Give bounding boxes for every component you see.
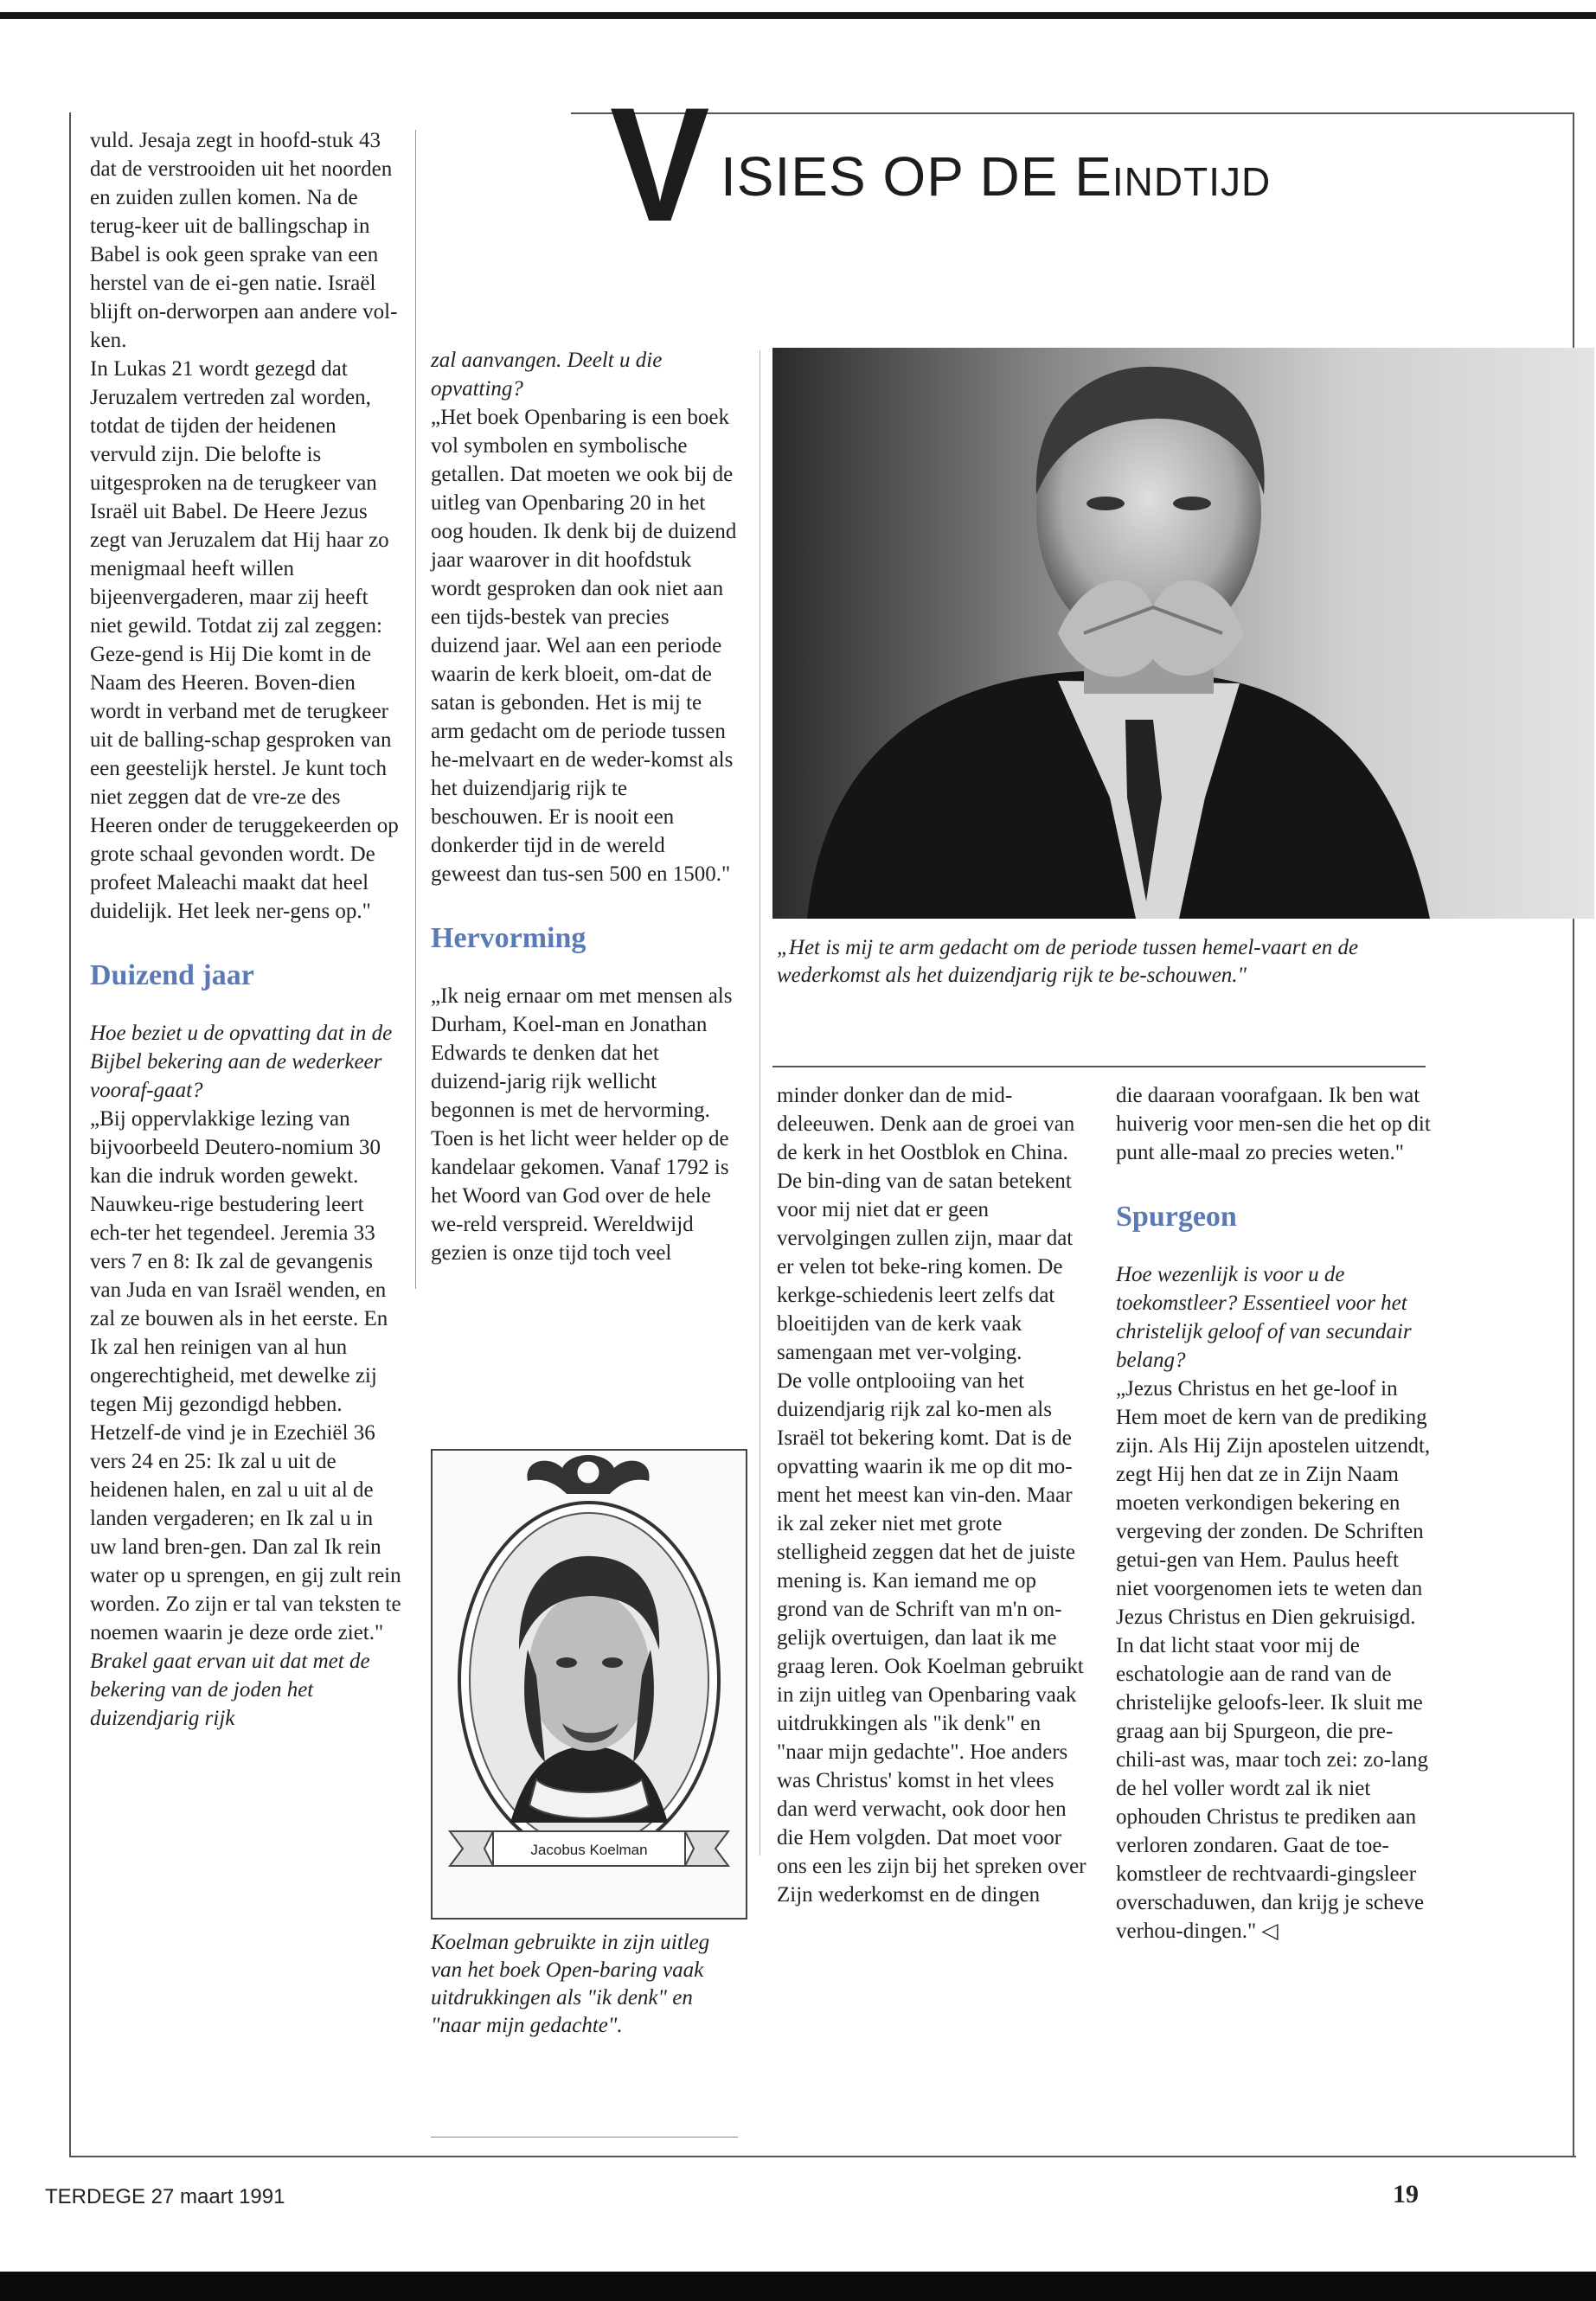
magazine-footer: TERDEGE 27 maart 1991: [45, 2185, 285, 2208]
koelman-engraving: [431, 1449, 747, 1920]
section-heading: Spurgeon: [1116, 1201, 1237, 1233]
body-paragraph: In Lukas 21 wordt gezegd dat Jeruzalem vertreden zal worden, totdat de tijden der heidenen vervuld zijn. Die belofte is uitgesproken na de terugkeer van Israël uit Babel. De Heere Jezus zegt van Jeruzalem dat Hij haar zo menigmaal heeft willen bijeenvergaderen, maar zij heeft niet gewild. Totdat zij zal zeggen: Geze-gend is Hij Die komt in de Naam des Heeren. Boven-dien wordt in verband met de terugkeer uit de balling-schap gesproken van een geestelijk herstel. Je kunt toch niet zeggen dat de vre-ze des Heeren onder de teruggekeerden op grote schaal gevonden wordt. De profeet Maleachi maakt dat heel duidelijk. Het leek ner-gens op.": [90, 357, 399, 923]
column-1: [90, 126, 401, 1733]
body-paragraph: „Bij oppervlakkige lezing van bijvoorbeeld Deutero-nomium 30 kan die indruk worden gewekt. Nauwkeu-rige bestudering leert ech-ter het tegendeel. Jeremia 33 vers 7 en 8: Ik zal de gevangenis van Juda en van Israël wenden, en zal ze bouwen als in het eerste. En Ik zal hen reinigen van al hun ongerechtigheid, met dewelke zij tegen Mij gezondigd hebben. Hetzelf-de vind je in Ezechiël 36 vers 24 en 25: Ik zal u uit de heidenen halen, en zal u uit al de landen vergaderen; en Ik zal u in uw land bren-gen. Dan zal Ik rein water op u sprengen, en gij zult rein worden. Zo zijn er tal van teksten te noemen waarin je deze orde ziet.": [90, 1107, 401, 1644]
body-paragraph: „Ik neig ernaar om met mensen als Durham, Koel-man en Jonathan Edwards te denken dat het duizend-jarig rijk wellicht begonnen is met de hervorming. Toen is het licht weer helder op de kandelaar gekomen. Vanaf 1792 is het Woord van God over de hele we-reld verspreid. Wereldwijd gezien is onze tijd toch veel: [431, 984, 733, 1265]
interview-question: Hoe beziet u de opvatting dat in de Bijbel bekering aan de wederkeer vooraf-gaat?: [90, 1022, 393, 1102]
column-3-top-rule: [772, 1066, 1426, 1067]
portrait-photo: [772, 348, 1594, 919]
column-2-bottom-rule: [431, 2137, 738, 2138]
photo-caption: „Het is mij te arm gedacht om de periode tussen hemel-vaart en de wederkomst als het duizendjarig rijk te be-schouwen.": [777, 936, 1359, 987]
interview-question: zal aanvangen. Deelt u die opvatting?: [431, 349, 663, 401]
body-paragraph: De volle ontplooiing van het duizendjarig rijk zal ko-men als Israël tot bekering komt. Dat is de opvatting waarin ik me op dit mo-ment het meest kan vin-den. Maar ik zal zeker niet met grote stelligheid zeggen dat het de juiste mening is. Kan iemand me op grond van de Schrift van m'n on-gelijk overtuigen, dan laat ik me graag leren. Ook Koelman gebruikt in zijn uitleg van Openbaring vaak uitdrukkingen als "ik denk" en "naar mijn gedachte". Hoe anders was Christus' komst in het vlees dan werd verwacht, ook door hen die Hem volgden. Dat moet voor ons een les zijn bij het spreken over Zijn wederkomst en de dingen: [777, 1369, 1086, 1907]
body-paragraph: „Het boek Openbaring is een boek vol symbolen en symbolische getallen. Dat moeten we ook bij de uitleg van Openbaring 20 in het oog houden. Ik denk bij de duizend jaar waarover in dit hoofdstuk wordt gesproken dan ook niet aan een tijds-bestek van precies duizend jaar. Wel aan een periode waarin de kerk bloeit, om-dat de satan is gebonden. Het is mij te arm gedacht om de periode tussen he-melvaart en de weder-komst als het duizendjarig rijk te beschouwen. Er is nooit een donkerder tijd in de wereld geweest dan tus-sen 500 en 1500.": [431, 406, 737, 886]
body-paragraph: die daaraan voorafgaan. Ik ben wat huiverig voor men-sen die het op dit punt alle-maal zo precies weten.": [1116, 1084, 1431, 1164]
body-paragraph: „Jezus Christus en het ge-loof in Hem moet de kern van de prediking zijn. Als Hij Zijn apostelen uitzendt, zegt Hij hen dat ze in Zijn Naam moeten verkondigen bekering en vergeving der zonden. De Schriften getui-gen van Hem. Paulus heeft niet voorgenomen iets te weten dan Jezus Christus en Dien gekruisigd.: [1116, 1377, 1431, 1629]
engraving-name-label: Jacobus Koelman: [530, 1842, 648, 1858]
engraving-caption: Koelman gebruikte in zijn uitleg van het boek Open-baring vaak uitdrukkingen als "ik denk" en "naar mijn gedachte".: [431, 1931, 710, 2037]
interview-question: Brakel gaat ervan uit dat met de bekering van de joden het duizendjarig rijk: [90, 1650, 370, 1730]
bottom-border-bar: [0, 2272, 1596, 2301]
page-number: 19: [1393, 2180, 1419, 2208]
body-paragraph: minder donker dan de mid-deleeuwen. Denk aan de groei van de kerk in het Oostblok en China. De bin-ding van de satan betekent voor mij niet dat er geen vervolgingen zullen zijn, maar dat er velen tot beke-ring komen. De kerkge-schiedenis leert zelfs dat bloeitijden van de kerk vaak samengaan met ver-volging.: [777, 1084, 1075, 1364]
column-3: [777, 1081, 1088, 1909]
column-4: [1116, 1081, 1432, 1945]
title-text: [721, 142, 1271, 216]
title-small: INDTIJD: [1112, 159, 1272, 204]
top-border-bar: [0, 12, 1596, 19]
section-heading: Hervorming: [431, 922, 586, 954]
column-2: [431, 346, 738, 1267]
column-rule-1: [415, 130, 416, 1289]
body-paragraph: In dat licht staat voor mij de eschatologie aan de rand van de christelijke geloofs-leer. Ik sluit me graag aan bij Spurgeon, die pre-chili-ast was, maar toch zei: zo-lang de hel voller wordt zal ik niet ophouden Christus te prediken aan verloren zondaren. Gaat de toe-komstleer de rechtvaardi-gingsleer overschaduwen, dan krijg je scheve verhou-dingen." ◁: [1116, 1634, 1428, 1943]
title-main: ISIES OP DE E: [721, 145, 1112, 208]
article-title: [610, 74, 1475, 255]
body-paragraph: vuld. Jesaja zegt in hoofd-stuk 43 dat de verstrooiden uit het noorden en zuiden zullen komen. Na de terug-keer uit de ballingschap in Babel is ook geen sprake van een herstel van de ei-gen natie. Israël blijft on-derworpen aan andere vol-ken.: [90, 129, 398, 352]
interview-question: Hoe wezenlijk is voor u de toekomstleer? Essentieel voor het christelijk geloof of van secundair belang?: [1116, 1263, 1412, 1372]
title-initial: V: [610, 74, 710, 255]
section-heading: Duizend jaar: [90, 959, 254, 991]
